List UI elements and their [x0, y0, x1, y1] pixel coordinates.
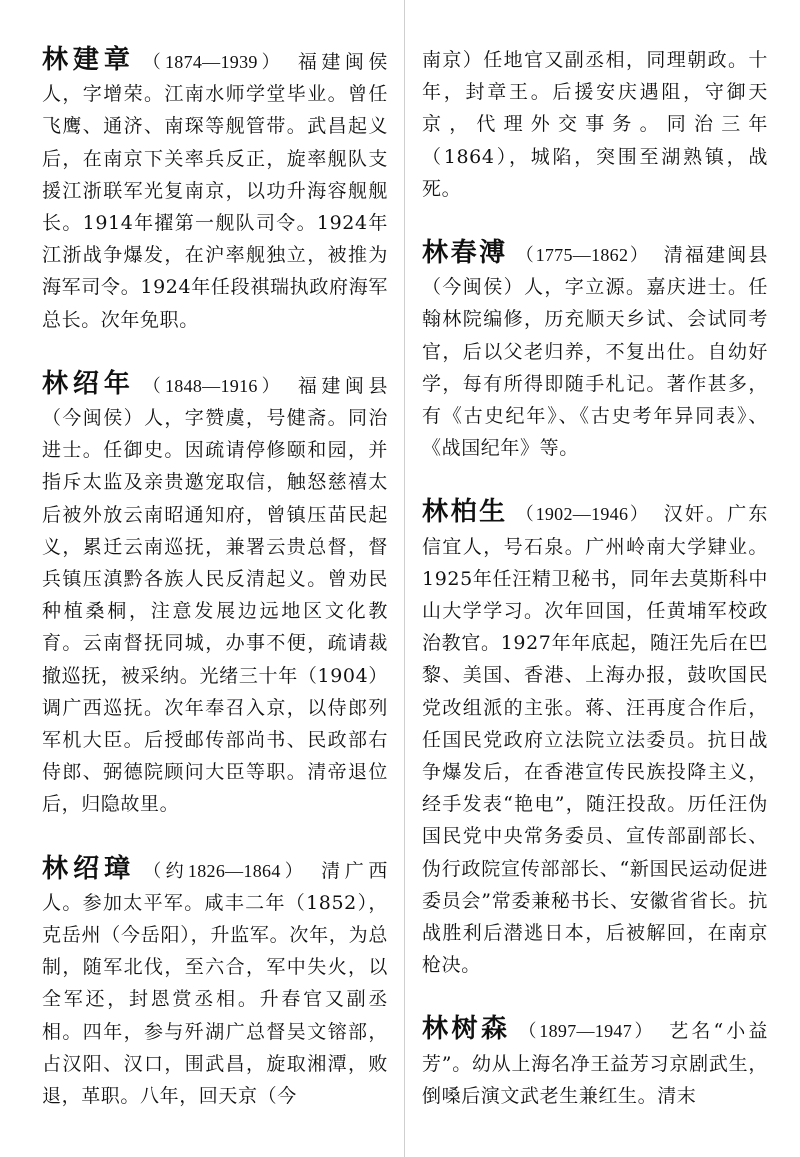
entry-text: 艺名“小益芳”。幼从上海名净王益芳习京剧武生，倒嗓后演文武老生兼红生。清末	[422, 1020, 768, 1107]
entry-text: 南京）任地官又副丞相，同理朝政。十年，封章王。后援安庆遇阻，守御天京，代理外交事务。同治三年（1864），城陷，突围至湖熟镇，战死。	[422, 49, 768, 200]
entry-text: 汉奸。广东信宜人，号石泉。广州岭南大学肄业。1925年任汪精卫秘书，同年去莫斯科中山大学学习。次年回国，任黄埔军校政治教官。1927年年底起，随汪先后在巴黎、美国、香港、上海办报，鼓吹国民党改组派的主张。蒋、汪再度合作后，任国民党政府立法院立法委员。抗日战争爆发后，在香港宣传民族投降主义，经手发表“艳电”，随汪投敌。历任汪伪国民党中央常务委员、宣传部副部长、伪行政院宣传部部长、“新国民运动促进委员会”常委兼秘书长、安徽省省长。抗战胜利后潜逃日本，后被解回，在南京枪决。	[422, 503, 768, 977]
entry-dates: （1848—1916）	[142, 375, 284, 396]
entry-dates: （1902—1946）	[515, 504, 650, 525]
entry-lin-shaozhang	[42, 853, 388, 1113]
entry-dates: （1874—1939）	[142, 52, 284, 72]
entry-continuation	[422, 44, 768, 205]
entry-text: 清广西人。参加太平军。咸丰二年（1852），克岳州（今岳阳），升监军。次年，为总制，随军北伐，至六合，军中失火，以全军还，封恩赏丞相。升春官又副丞相。四年，参与歼湖广总督吴文镕部，占汉阳、汉口，围武昌，旋取湘潭，败退，革职。八年，回天京（今	[42, 859, 388, 1108]
entry-text: 福建闽县（今闽侯）人，字赞虞，号健斋。同治进士。任御史。因疏请停修颐和园，并指斥太监及亲贵邀宠取信，触怒慈禧太后被外放云南昭通知府，曾镇压苗民起义，累迁云南巡抚，兼署云贵总督，督兵镇压滇黔各族人民反清起义。曾劝民种植桑桐，注意发展边远地区文化教育。云南督抚同城，办事不便，疏请裁撤巡抚，被采纳。光绪三十年（1904）调广西巡抚。次年奉召入京，以侍郎列军机大臣。后授邮传部尚书、民政部右侍郎、弼德院顾问大臣等职。清帝退位后，归隐故里。	[42, 374, 388, 816]
entry-name: 林树森	[422, 1014, 511, 1045]
entry-text: 清福建闽县（今闽侯）人，字立源。嘉庆进士。任翰林院编修，历充顺天乡试、会试同考官，后以父老归养，不复出仕。自幼好学，每有所得即随手札记。著作甚多，有《古史纪年》、《古史考年异同表》、《战国纪年》等。	[422, 244, 768, 460]
entry-dates: （约1826—1864）	[143, 860, 308, 881]
entry-name: 林春溥	[422, 238, 508, 269]
left-column	[42, 44, 388, 1112]
entry-name: 林柏生	[422, 497, 508, 528]
entry-name: 林绍年	[42, 368, 135, 399]
column-divider	[404, 0, 405, 1157]
entry-lin-jianzhang	[42, 44, 388, 336]
right-column	[422, 44, 768, 1112]
entry-dates: （1775—1862）	[515, 245, 650, 266]
entry-lin-shusen	[422, 1013, 768, 1112]
entry-name: 林绍璋	[42, 853, 136, 884]
entry-dates: （1897—1947）	[518, 1021, 656, 1042]
entry-lin-shaonian	[42, 368, 388, 821]
entry-lin-baisheng	[422, 496, 768, 981]
entry-lin-chunpu	[422, 237, 768, 464]
entry-text: 福建闽侯人，字增荣。江南水师学堂毕业。曾任飞鹰、通济、南琛等舰管带。武昌起义后，在南京下关率兵反正，旋率舰队支援江浙联军光复南京，以功升海容舰舰长。1914年擢第一舰队司令。1924年江浙战争爆发，在沪率舰独立，被推为海军司令。1924年任段祺瑞执政府海军总长。次年免职。	[42, 51, 388, 331]
entry-name: 林建章	[42, 45, 135, 75]
